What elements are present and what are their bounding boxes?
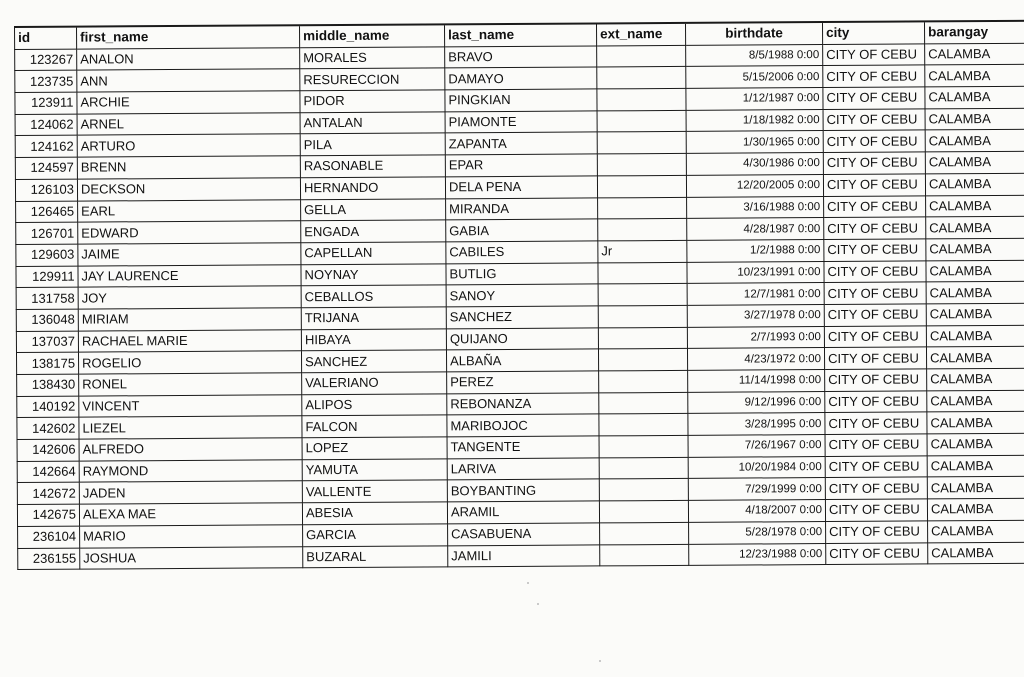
cell-birthdate: 7/29/1999 0:00 — [688, 478, 825, 501]
cell-id: 123267 — [15, 49, 77, 71]
cell-barangay: CALAMBA — [927, 455, 1024, 477]
cell-middle-name: YAMUTA — [302, 459, 447, 482]
cell-ext-name — [599, 414, 688, 436]
cell-city: CITY OF CEBU — [823, 109, 925, 131]
cell-first-name: EARL — [78, 199, 301, 222]
cell-barangay: CALAMBA — [926, 282, 1024, 304]
cell-first-name: JADEN — [79, 481, 302, 504]
column-header-id: id — [15, 27, 77, 50]
cell-first-name: ARCHIE — [77, 91, 300, 114]
cell-barangay: CALAMBA — [926, 238, 1024, 260]
cell-city: CITY OF CEBU — [824, 347, 926, 369]
cell-middle-name: CAPELLAN — [301, 242, 446, 265]
cell-city: CITY OF CEBU — [823, 65, 925, 87]
cell-ext-name — [597, 110, 686, 132]
cell-barangay: CALAMBA — [928, 520, 1024, 542]
cell-first-name: ALEXA MAE — [79, 503, 302, 526]
cell-last-name: GABIA — [446, 219, 598, 242]
cell-barangay: CALAMBA — [926, 347, 1024, 369]
cell-first-name: RACHAEL MARIE — [78, 329, 301, 352]
cell-birthdate: 2/7/1993 0:00 — [687, 326, 824, 349]
cell-id: 129911 — [16, 266, 78, 288]
cell-ext-name — [598, 197, 687, 219]
cell-middle-name: ALIPOS — [302, 394, 447, 417]
cell-first-name: ROGELIO — [78, 351, 301, 374]
cell-id: 140192 — [17, 396, 79, 418]
cell-birthdate: 11/14/1998 0:00 — [688, 370, 825, 393]
cell-id: 142675 — [17, 504, 79, 526]
cell-middle-name: HERNANDO — [300, 177, 445, 200]
cell-birthdate: 12/23/1988 0:00 — [689, 543, 826, 566]
cell-middle-name: GARCIA — [303, 524, 448, 547]
cell-id: 124062 — [15, 114, 77, 136]
cell-id: 138430 — [17, 374, 79, 396]
cell-city: CITY OF CEBU — [824, 217, 926, 239]
cell-middle-name: RASONABLE — [300, 155, 445, 178]
cell-id: 142664 — [17, 461, 79, 483]
cell-birthdate: 5/28/1978 0:00 — [689, 521, 826, 544]
cell-last-name: REBONANZA — [447, 393, 599, 416]
cell-first-name: ALFREDO — [79, 438, 302, 461]
cell-birthdate: 10/23/1991 0:00 — [687, 261, 824, 284]
cell-birthdate: 1/30/1965 0:00 — [686, 131, 823, 154]
cell-barangay: CALAMBA — [925, 65, 1024, 87]
cell-last-name: CABILES — [446, 241, 598, 264]
cell-last-name: QUIJANO — [446, 328, 598, 351]
cell-id: 142602 — [17, 417, 79, 439]
cell-id: 126465 — [16, 201, 78, 223]
cell-first-name: RAYMOND — [79, 459, 302, 482]
cell-id: 124597 — [15, 157, 77, 179]
cell-last-name: BUTLIG — [446, 262, 598, 285]
cell-ext-name — [597, 175, 686, 197]
cell-barangay: CALAMBA — [925, 151, 1024, 173]
cell-birthdate: 3/28/1995 0:00 — [688, 413, 825, 436]
cell-first-name: ARNEL — [77, 113, 300, 136]
cell-middle-name: ANTALAN — [300, 112, 445, 135]
cell-ext-name — [598, 262, 687, 284]
cell-first-name: VINCENT — [79, 394, 302, 417]
cell-id: 123911 — [15, 92, 77, 114]
cell-city: CITY OF CEBU — [824, 195, 926, 217]
scan-speck — [599, 660, 601, 662]
cell-barangay: CALAMBA — [928, 542, 1024, 564]
cell-ext-name — [600, 544, 689, 566]
cell-first-name: JOY — [78, 286, 301, 309]
cell-middle-name: VALLENTE — [302, 480, 447, 503]
cell-city: CITY OF CEBU — [825, 456, 927, 478]
cell-last-name: DAMAYO — [445, 67, 597, 90]
cell-last-name: ARAMIL — [447, 501, 599, 524]
cell-middle-name: MORALES — [300, 47, 445, 70]
cell-middle-name: PILA — [300, 133, 445, 156]
cell-middle-name: ENGADA — [301, 220, 446, 243]
cell-ext-name — [597, 132, 686, 154]
column-header-middle-name: middle_name — [300, 24, 445, 47]
cell-last-name: BOYBANTING — [447, 479, 599, 502]
cell-last-name: JAMILI — [448, 544, 600, 567]
cell-last-name: BRAVO — [445, 46, 597, 69]
cell-ext-name — [598, 327, 687, 349]
cell-middle-name: LOPEZ — [302, 437, 447, 460]
table-body — [15, 43, 1024, 570]
cell-last-name: EPAR — [445, 154, 597, 177]
cell-barangay: CALAMBA — [927, 433, 1024, 455]
cell-city: CITY OF CEBU — [823, 152, 925, 174]
cell-ext-name — [597, 88, 686, 110]
cell-id: 142672 — [17, 483, 79, 505]
cell-city: CITY OF CEBU — [825, 412, 927, 434]
cell-barangay: CALAMBA — [926, 303, 1024, 325]
column-header-ext-name: ext_name — [596, 23, 685, 46]
cell-ext-name — [597, 45, 686, 67]
cell-birthdate: 7/26/1967 0:00 — [688, 435, 825, 458]
cell-ext-name — [599, 392, 688, 414]
cell-barangay: CALAMBA — [927, 412, 1024, 434]
cell-birthdate: 4/30/1986 0:00 — [686, 153, 823, 176]
cell-first-name: MARIO — [80, 525, 303, 548]
cell-city: CITY OF CEBU — [825, 369, 927, 391]
cell-first-name: RONEL — [79, 373, 302, 396]
cell-barangay: CALAMBA — [927, 390, 1024, 412]
cell-first-name: JAY LAURENCE — [78, 264, 301, 287]
cell-birthdate: 9/12/1996 0:00 — [688, 391, 825, 414]
cell-first-name: ANALON — [77, 47, 300, 70]
cell-id: 236104 — [18, 526, 80, 548]
cell-first-name: ANN — [77, 69, 300, 92]
cell-last-name: CASABUENA — [448, 523, 600, 546]
cell-barangay: CALAMBA — [925, 108, 1024, 130]
cell-city: CITY OF CEBU — [826, 521, 928, 543]
cell-barangay: CALAMBA — [927, 368, 1024, 390]
cell-barangay: CALAMBA — [925, 86, 1024, 108]
cell-last-name: LARIVA — [447, 458, 599, 481]
cell-last-name: ZAPANTA — [445, 132, 597, 155]
cell-barangay: CALAMBA — [926, 216, 1024, 238]
scan-speck — [537, 603, 539, 605]
cell-middle-name: BUZARAL — [303, 545, 448, 568]
cell-birthdate: 1/2/1988 0:00 — [687, 239, 824, 262]
cell-first-name: EDWARD — [78, 221, 301, 244]
cell-birthdate: 4/28/1987 0:00 — [687, 218, 824, 241]
cell-id: 131758 — [16, 287, 78, 309]
cell-last-name: TANGENTE — [447, 436, 599, 459]
column-header-city: city — [822, 21, 924, 44]
cell-birthdate: 3/16/1988 0:00 — [687, 196, 824, 219]
cell-birthdate: 4/18/2007 0:00 — [688, 500, 825, 523]
cell-first-name: LIEZEL — [79, 416, 302, 439]
cell-id: 138175 — [16, 352, 78, 374]
cell-city: CITY OF CEBU — [823, 174, 925, 196]
cell-birthdate: 12/20/2005 0:00 — [686, 174, 823, 197]
cell-ext-name — [600, 522, 689, 544]
cell-id: 126103 — [15, 179, 77, 201]
cell-city: CITY OF CEBU — [825, 434, 927, 456]
cell-middle-name: GELLA — [301, 198, 446, 221]
cell-middle-name: TRIJANA — [301, 307, 446, 330]
cell-ext-name — [598, 284, 687, 306]
cell-city: CITY OF CEBU — [824, 239, 926, 261]
cell-last-name: SANCHEZ — [446, 306, 598, 329]
cell-city: CITY OF CEBU — [824, 282, 926, 304]
cell-barangay: CALAMBA — [926, 260, 1024, 282]
scanned-sheet — [14, 20, 1024, 570]
cell-first-name: ARTURO — [77, 134, 300, 157]
cell-id: 142606 — [17, 439, 79, 461]
cell-birthdate: 4/23/1972 0:00 — [687, 348, 824, 371]
cell-last-name: PEREZ — [447, 371, 599, 394]
cell-ext-name — [598, 219, 687, 241]
cell-id: 124162 — [15, 136, 77, 158]
cell-ext-name — [599, 435, 688, 457]
cell-ext-name: Jr — [598, 240, 687, 262]
cell-city: CITY OF CEBU — [823, 130, 925, 152]
cell-middle-name: FALCON — [302, 415, 447, 438]
cell-ext-name — [599, 457, 688, 479]
column-header-barangay: barangay — [924, 21, 1024, 44]
cell-city: CITY OF CEBU — [825, 499, 927, 521]
cell-last-name: DELA PENA — [445, 176, 597, 199]
cell-last-name: MIRANDA — [446, 197, 598, 220]
cell-id: 136048 — [16, 309, 78, 331]
cell-ext-name — [599, 479, 688, 501]
cell-middle-name: HIBAYA — [301, 328, 446, 351]
cell-ext-name — [597, 67, 686, 89]
cell-middle-name: VALERIANO — [302, 372, 447, 395]
cell-ext-name — [599, 370, 688, 392]
cell-id: 123735 — [15, 70, 77, 92]
cell-middle-name: CEBALLOS — [301, 285, 446, 308]
cell-barangay: CALAMBA — [926, 195, 1024, 217]
cell-barangay: CALAMBA — [925, 43, 1024, 65]
cell-barangay: CALAMBA — [925, 130, 1024, 152]
cell-first-name: DECKSON — [77, 178, 300, 201]
cell-birthdate: 5/15/2006 0:00 — [686, 66, 823, 89]
cell-city: CITY OF CEBU — [825, 391, 927, 413]
cell-barangay: CALAMBA — [925, 173, 1024, 195]
cell-birthdate: 12/7/1981 0:00 — [687, 283, 824, 306]
cell-birthdate: 1/18/1982 0:00 — [686, 109, 823, 132]
cell-barangay: CALAMBA — [927, 477, 1024, 499]
cell-last-name: PIAMONTE — [445, 111, 597, 134]
cell-last-name: SANOY — [446, 284, 598, 307]
cell-last-name: ALBAÑA — [446, 349, 598, 372]
cell-first-name: BRENN — [77, 156, 300, 179]
cell-birthdate: 3/27/1978 0:00 — [687, 304, 824, 327]
cell-middle-name: NOYNAY — [301, 263, 446, 286]
cell-id: 126701 — [16, 222, 78, 244]
cell-first-name: MIRIAM — [78, 308, 301, 331]
cell-ext-name — [598, 349, 687, 371]
cell-middle-name: PIDOR — [300, 90, 445, 113]
cell-city: CITY OF CEBU — [824, 260, 926, 282]
cell-city: CITY OF CEBU — [824, 304, 926, 326]
cell-id: 129603 — [16, 244, 78, 266]
cell-birthdate: 8/5/1988 0:00 — [686, 44, 823, 67]
cell-middle-name: SANCHEZ — [301, 350, 446, 373]
cell-ext-name — [597, 154, 686, 176]
records-table — [14, 20, 1024, 570]
cell-city: CITY OF CEBU — [825, 477, 927, 499]
cell-last-name: MARIBOJOC — [447, 414, 599, 437]
cell-city: CITY OF CEBU — [823, 44, 925, 66]
cell-first-name: JAIME — [78, 243, 301, 266]
cell-barangay: CALAMBA — [927, 498, 1024, 520]
cell-city: CITY OF CEBU — [823, 87, 925, 109]
column-header-birthdate: birthdate — [685, 22, 822, 45]
cell-city: CITY OF CEBU — [824, 326, 926, 348]
cell-barangay: CALAMBA — [926, 325, 1024, 347]
scan-speck — [527, 582, 529, 584]
cell-id: 236155 — [18, 548, 80, 570]
cell-birthdate: 1/12/1987 0:00 — [686, 88, 823, 111]
cell-birthdate: 10/20/1984 0:00 — [688, 456, 825, 479]
cell-last-name: PINGKIAN — [445, 89, 597, 112]
column-header-last-name: last_name — [444, 23, 596, 46]
cell-id: 137037 — [16, 331, 78, 353]
cell-ext-name — [598, 305, 687, 327]
cell-city: CITY OF CEBU — [826, 542, 928, 564]
cell-middle-name: RESURECCION — [300, 68, 445, 91]
cell-middle-name: ABESIA — [302, 502, 447, 525]
cell-ext-name — [599, 501, 688, 523]
column-header-first-name: first_name — [77, 25, 300, 49]
cell-first-name: JOSHUA — [80, 546, 303, 569]
